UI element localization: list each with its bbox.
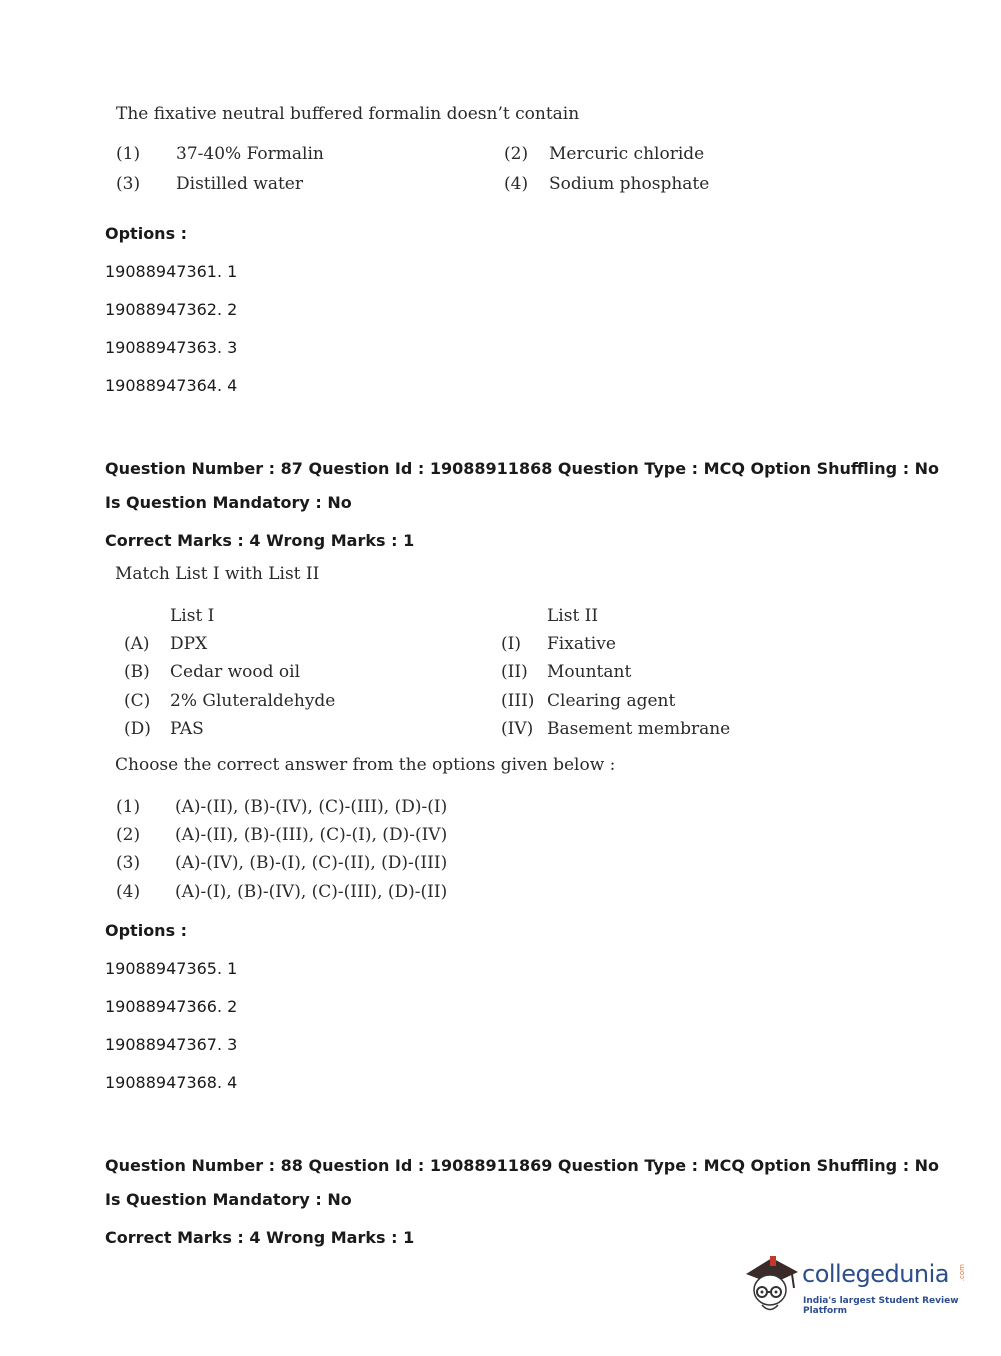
choice-text: Distilled water — [176, 174, 303, 194]
list1-text: DPX — [170, 634, 208, 654]
option-item: 19088947363. 3 — [105, 338, 238, 357]
list1-label: (B) — [124, 662, 150, 682]
choice-number: (2) — [504, 144, 529, 164]
list2-label: (II) — [501, 662, 528, 682]
logo-tagline: India's largest Student Review Platform — [803, 1296, 959, 1316]
option-item: 19088947366. 2 — [105, 997, 238, 1016]
collegedunia-logo — [742, 1250, 972, 1320]
list2-text: Basement membrane — [547, 719, 731, 739]
question-header: Question Number : 88 Question Id : 19088911869 Question Type : MCQ Option Shuffling : No — [105, 1156, 940, 1175]
options-label: Options : — [105, 921, 188, 940]
choice-number: (4) — [504, 174, 529, 194]
question-text: Match List I with List II — [115, 564, 320, 584]
question-header: Question Number : 87 Question Id : 19088911868 Question Type : MCQ Option Shuffling : No — [105, 459, 940, 478]
option-item: 19088947364. 4 — [105, 376, 238, 395]
choice-text: Mercuric chloride — [549, 144, 705, 164]
mascot-icon — [742, 1252, 802, 1314]
option-item: 19088947365. 1 — [105, 959, 238, 978]
list1-label: (D) — [124, 719, 151, 739]
question-marks: Correct Marks : 4 Wrong Marks : 1 — [105, 531, 415, 550]
choice-text: (A)-(IV), (B)-(I), (C)-(II), (D)-(III) — [175, 853, 448, 873]
choice-text: 37-40% Formalin — [176, 144, 324, 164]
list2-title: List II — [547, 606, 599, 626]
logo-dotcom: .com — [958, 1264, 966, 1282]
list2-text: Fixative — [547, 634, 616, 654]
question-marks: Correct Marks : 4 Wrong Marks : 1 — [105, 1228, 415, 1247]
logo-name: collegedunia — [802, 1260, 950, 1288]
list1-label: (C) — [124, 691, 151, 711]
list1-label: (A) — [124, 634, 150, 654]
list2-text: Clearing agent — [547, 691, 676, 711]
choice-number: (4) — [116, 882, 141, 902]
list1-title: List I — [170, 606, 215, 626]
choice-text: (A)-(II), (B)-(IV), (C)-(III), (D)-(I) — [175, 797, 448, 817]
options-label: Options : — [105, 224, 188, 243]
list2-label: (I) — [501, 634, 521, 654]
list2-label: (IV) — [501, 719, 534, 739]
choice-text: Sodium phosphate — [549, 174, 710, 194]
choice-text: (A)-(II), (B)-(III), (C)-(I), (D)-(IV) — [175, 825, 448, 845]
choice-text: (A)-(I), (B)-(IV), (C)-(III), (D)-(II) — [175, 882, 448, 902]
choice-number: (1) — [116, 797, 141, 817]
list2-label: (III) — [501, 691, 535, 711]
question-mandatory: Is Question Mandatory : No — [105, 1190, 352, 1209]
choice-number: (1) — [116, 144, 141, 164]
choice-number: (3) — [116, 174, 141, 194]
question-instruction: Choose the correct answer from the options given below : — [115, 755, 616, 775]
option-item: 19088947362. 2 — [105, 300, 238, 319]
question-mandatory: Is Question Mandatory : No — [105, 493, 352, 512]
question-text: The fixative neutral buffered formalin doesn’t contain — [116, 104, 580, 124]
list1-text: PAS — [170, 719, 204, 739]
option-item: 19088947367. 3 — [105, 1035, 238, 1054]
list1-text: 2% Gluteraldehyde — [170, 691, 336, 711]
option-item: 19088947368. 4 — [105, 1073, 238, 1092]
option-item: 19088947361. 1 — [105, 262, 238, 281]
choice-number: (3) — [116, 853, 141, 873]
choice-number: (2) — [116, 825, 141, 845]
list1-text: Cedar wood oil — [170, 662, 301, 682]
list2-text: Mountant — [547, 662, 632, 682]
